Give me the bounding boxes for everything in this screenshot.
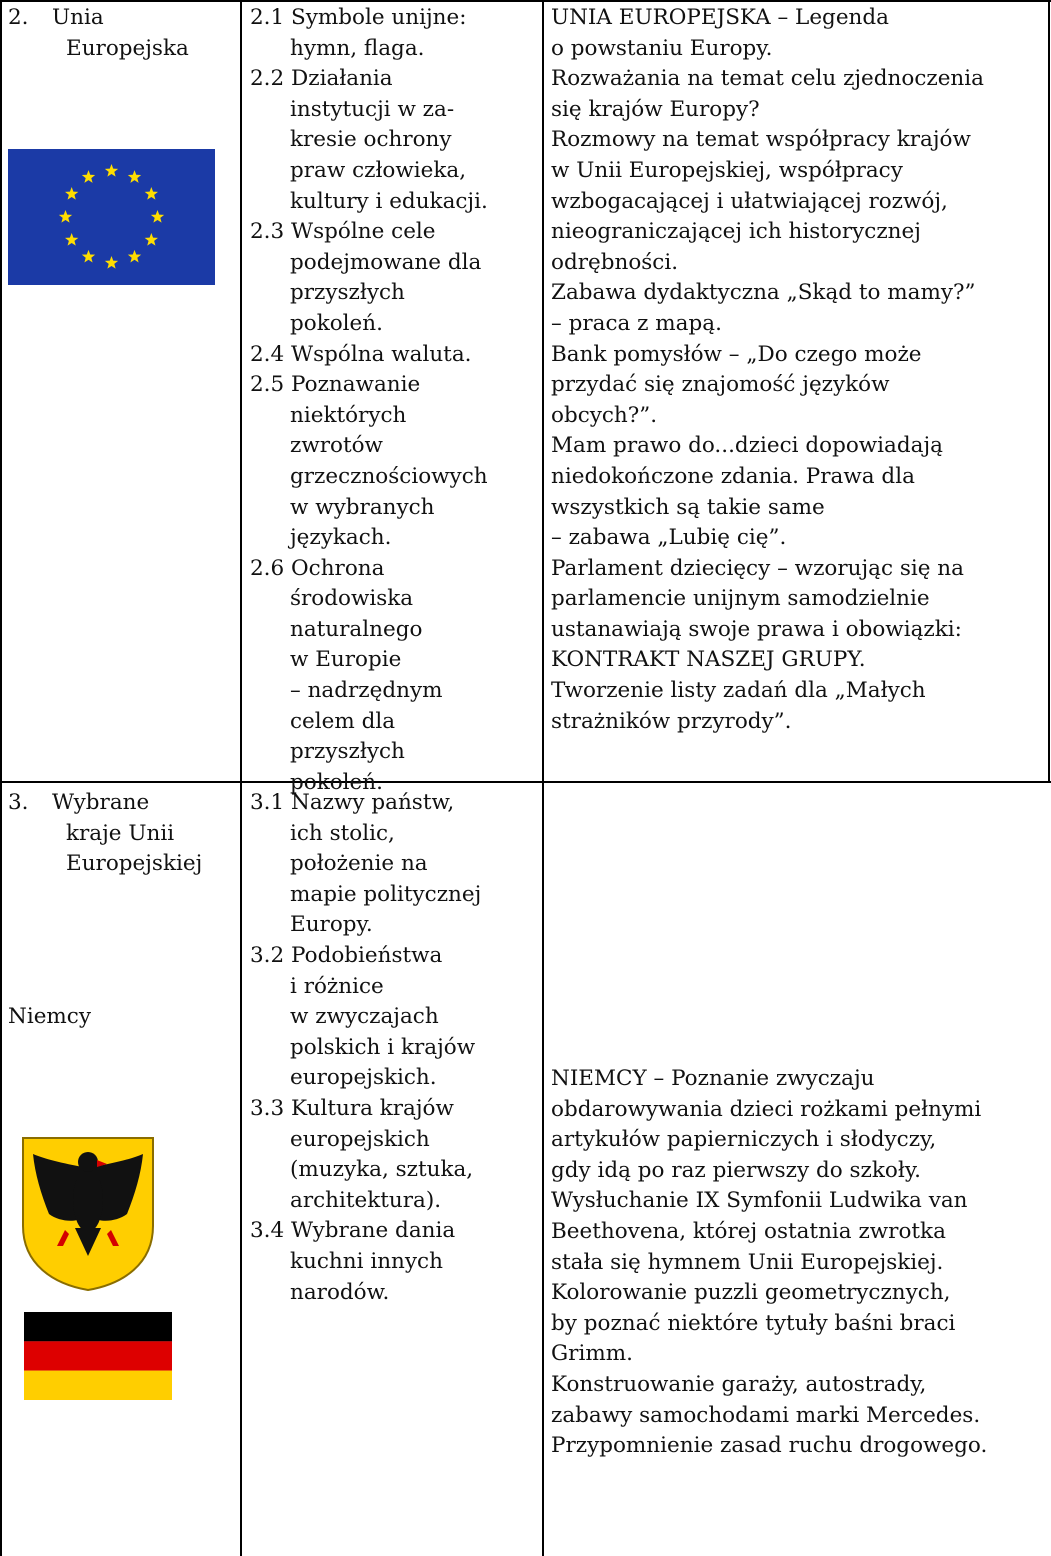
row1-content-item-6-line-6: celem dla [290,708,396,734]
row1-activity-line-9: odrębności. [551,249,679,275]
table-border-top [0,0,1051,2]
row2-content-item-3-line-3: (muzyka, sztuka, [290,1157,474,1183]
row1-activity-line-20: parlamencie unijnym samodzielnie [551,586,930,612]
row2-content-item-4-line-2: kuchni innych [290,1248,443,1274]
row1-content-item-5-line-4: grzecznościowych [290,463,488,489]
row1-content-cell [250,3,540,798]
row1-activity-line-14: obcych?”. [551,402,658,428]
row2-title-line3: Europejskiej [66,851,203,877]
row2-content-item-3-line-1: 3.3 Kultura krajów [250,1095,454,1121]
german-eagle-icon [19,1134,157,1292]
row1-activity-line-12: Bank pomysłów – „Do czego może [551,341,922,367]
table-border-left [0,0,2,1556]
row2-content-item-4-line-1: 3.4 Wybrane dania [250,1218,456,1244]
row2-country-label: Niemcy [8,1003,91,1029]
de-flag-black-stripe [24,1312,172,1341]
row1-content-item-5-line-5: w wybranych [290,494,435,520]
row1-content-item-3-line-2: podejmowane dla [290,249,482,275]
row1-content-item-6-line-4: w Europie [290,647,402,673]
row2-activity-line-5: Wysłuchanie IX Symfonii Ludwika van [551,1188,968,1214]
row2-activity-line-2: obdarowywania dzieci rożkami pełnymi [551,1096,982,1122]
eu-flag-icon [8,149,215,285]
row1-content-item-2-line-1: 2.2 Działania [250,66,393,92]
row2-activity-line-9: by poznać niektóre tytuły baśni braci [551,1310,956,1336]
row2-content-item-3-line-4: architektura). [290,1187,442,1213]
row2-content-item-2-line-5: europejskich. [290,1065,437,1091]
row1-content-item-3-line-3: przyszłych [290,280,405,306]
row2-activity-line-7: stała się hymnem Unii Europejskiej. [551,1249,944,1275]
row1-activity-line-6: w Unii Europejskiej, współpracy [551,157,903,183]
row1-activity-line-8: nieograniczającej ich historycznej [551,219,921,245]
row2-activity-line-8: Kolorowanie puzzli geometrycznych, [551,1280,951,1306]
row1-content-item-3-line-1: 2.3 Wspólne cele [250,219,436,245]
row1-content-item-5-line-6: językach. [290,525,392,551]
row2-activity-line-11: Konstruowanie garaży, autostrady, [551,1371,927,1397]
row1-activity-line-11: – praca z mapą. [551,310,722,336]
row1-activity-line-3: Rozważania na temat celu zjednoczenia [551,66,984,92]
row1-activity-line-22: KONTRAKT NASZEJ GRUPY. [551,647,866,673]
row1-activity-line-15: Mam prawo do...dzieci dopowiadają [551,433,943,459]
row1-content-item-6-line-8: pokoleń. [290,769,383,795]
row1-activity-line-19: Parlament dziecięcy – wzorując się na [551,555,964,581]
row1-content-item-5-line-1: 2.5 Poznawanie [250,372,421,398]
row1-content-item-1-line-1: 2.1 Symbole unijne: [250,5,467,30]
row2-activity-line-3: artykułów papierniczych i słodyczy, [551,1127,937,1153]
row1-activity-line-17: wszystkich są takie same [551,494,825,520]
row2-activity-line-4: gdy idą po raz pierwszy do szkoły. [551,1157,921,1183]
row2-content-item-2-line-1: 3.2 Podobieństwa [250,942,443,968]
row2-title-line2: kraje Unii [66,820,175,846]
row1-content-item-3-line-4: pokoleń. [290,310,383,336]
row1-activity-line-2: o powstaniu Europy. [551,35,773,61]
row1-content-item-6-line-5: – nadrzędnym [290,678,443,704]
row1-content-item-6-line-7: przyszłych [290,739,405,765]
de-flag-gold-stripe [24,1371,172,1400]
row1-content-item-5-line-2: niektórych [290,402,407,428]
eagle-head [78,1152,98,1172]
row1-content-item-6-line-2: środowiska [290,586,414,612]
row2-content-item-1-line-2: ich stolic, [290,820,395,846]
column-divider-2 [542,0,544,1556]
row2-number: 3. [8,790,29,815]
row1-content-item-2-line-3: kresie ochrony [290,127,452,153]
row1-activity-line-7: wzbogacającej i ułatwiającej rozwój, [551,188,948,214]
row2-content-item-1-line-1: 3.1 Nazwy państw, [250,790,455,815]
row1-content-item-2-line-5: kultury i edukacji. [290,188,488,214]
row2-content-item-1-line-5: Europy. [290,912,373,938]
row1-content-item-2-line-2: instytucji w za- [290,96,455,122]
row2-topic-cell [8,788,238,1032]
row2-content-item-1-line-4: mapie politycznej [290,881,482,907]
row1-activity-line-23: Tworzenie listy zadań dla „Małych [551,678,926,704]
row2-content-item-1-line-3: położenie na [290,851,428,877]
row1-activity-line-4: się krajów Europy? [551,96,760,122]
row2-content-cell [250,788,540,1308]
row2-content-item-4-line-3: narodów. [290,1279,390,1305]
row1-content-item-6-line-1: 2.6 Ochrona [250,555,385,581]
row2-activity-line-10: Grimm. [551,1341,633,1367]
eagle-body [73,1168,103,1232]
row1-topic-cell [8,3,238,64]
row1-activity-line-16: niedokończone zdania. Prawa dla [551,463,915,489]
row2-content-item-2-line-3: w zwyczajach [290,1004,439,1030]
row1-number: 2. [8,5,29,30]
row1-activity-line-18: – zabawa „Lubię cię”. [551,525,787,551]
row1-activity-line-24: strażników przyrody”. [551,708,792,734]
row1-activity-line-21: ustanawiają swoje prawa i obowiązki: [551,616,962,642]
row1-content-item-6-line-3: naturalnego [290,616,423,642]
row1-activity-line-1: UNIA EUROPEJSKA – Legenda [551,5,889,30]
german-flag-icon [24,1312,172,1400]
row2-activity-line-6: Beethovena, której ostatnia zwrotka [551,1218,946,1244]
row2-activity-line-12: zabawy samochodami marki Mercedes. [551,1402,981,1428]
row1-activity-line-5: Rozmowy na temat współpracy krajów [551,127,971,153]
row1-title-line2: Europejska [66,35,189,61]
row2-activity-line-13: Przypomnienie zasad ruchu drogowego. [551,1433,988,1459]
row2-title-line1: Wybrane [52,790,150,815]
row1-activities-cell [551,3,1051,737]
row1-content-item-4-line-1: 2.4 Wspólna waluta. [250,341,472,367]
row2-activities-cell [551,1064,1051,1462]
column-divider-1 [240,0,242,1556]
row2-content-item-3-line-2: europejskich [290,1126,430,1152]
row1-title-line1: Unia [52,5,104,30]
row1-content-item-2-line-4: praw człowieka, [290,157,467,183]
de-flag-red-stripe [24,1341,172,1370]
row2-content-item-2-line-4: polskich i krajów [290,1034,476,1060]
row2-activity-line-1: NIEMCY – Poznanie zwyczaju [551,1066,875,1091]
row1-activity-line-10: Zabawa dydaktyczna „Skąd to mamy?” [551,280,976,306]
row1-content-item-1-line-2: hymn, flaga. [290,35,425,61]
row1-activity-line-13: przydać się znajomość języków [551,372,890,398]
row2-content-item-2-line-2: i różnice [290,973,384,999]
row1-content-item-5-line-3: zwrotów [290,433,383,459]
